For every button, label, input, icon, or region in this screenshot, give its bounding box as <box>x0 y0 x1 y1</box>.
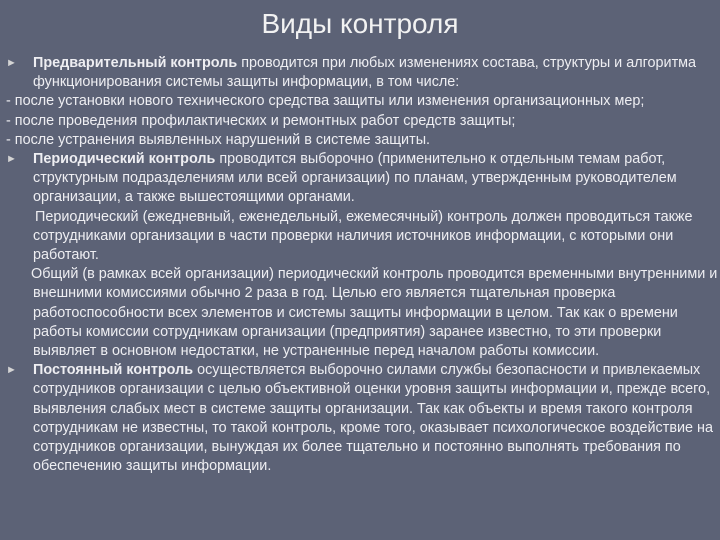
dash-item-3: - после устранения выявленных нарушений в системе защиты. <box>6 131 431 148</box>
slide-body <box>6 54 718 476</box>
bullet-arrow-icon: ► <box>6 57 17 69</box>
slide-title: Виды контроля <box>261 8 459 39</box>
text-periodic: проводится выборочно (применительно к отдельным темам работ, структурным подразделениям или всей организации) по планам, утвержденным руководителем организации, а также вышестоящими органами. <box>33 151 677 206</box>
text-preliminary: проводится при любых изменениях состава, структуры и алгоритма функционирования системы защиты информации, в том числе: <box>33 55 697 91</box>
bullet-permanent <box>6 361 718 476</box>
dash-item-2: - после проведения профилактических и ремонтных работ средств защиты; <box>6 112 516 129</box>
term-periodic: Периодический контроль <box>33 151 216 168</box>
periodic-paragraph-general: Общий (в рамках всей организации) периодический контроль проводится временными внутренними и внешними комиссиями обычно 2 раза в год. Целью его является тщательная проверка работоспособности всех элементов и системы защиты информации в целом. Так как о времени работы комиссии сотрудникам организации (предприятия) заранее известно, то эти проверки выявляет в основном недостатки, не устраненные перед началом работы комиссии. <box>31 266 718 360</box>
dash-item-1: - после установки нового технического средства защиты или изменения организационных мер; <box>6 93 645 110</box>
bullet-arrow-icon: ► <box>6 364 17 377</box>
bullet-arrow-icon: ► <box>6 153 17 166</box>
bullet-periodic <box>6 150 718 208</box>
term-preliminary: Предварительный контроль <box>33 55 238 71</box>
term-permanent: Постоянный контроль <box>33 362 194 379</box>
bullet-preliminary <box>6 54 718 92</box>
periodic-paragraph-daily: Периодический (ежедневный, еженедельный, ежемесячный) контроль должен проводиться также сотрудниками организации в части проверки наличия источников информации, с которыми они работают. <box>33 208 693 264</box>
text-permanent: осуществляется выборочно силами службы безопасности и привлекаемых сотрудников организации с целью объективной оценки уровня защиты информации и, прежде всего, выявления слабых мест в системе защиты организации. Так как объекты и время такого контроля сотрудникам не известны, то такой контроль, кроме того, оказывает психологическое воздействие на сотрудников организации, вынуждая их более тщательно и постоянно выполнять требования по обеспечению защиты информации. <box>33 362 713 475</box>
